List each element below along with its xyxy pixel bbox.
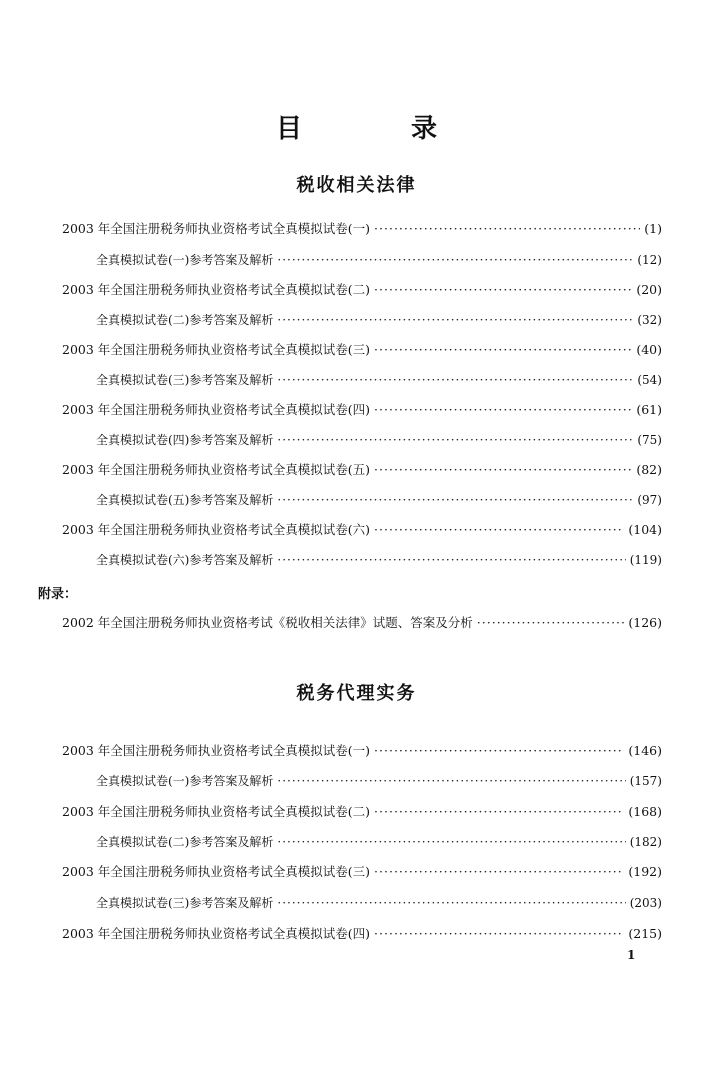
toc-entry-page: (82) bbox=[636, 462, 662, 477]
dot-leader bbox=[374, 522, 624, 538]
toc-entry-page: (32) bbox=[637, 313, 662, 327]
dot-leader bbox=[374, 282, 632, 298]
toc-entry[interactable] bbox=[62, 402, 662, 418]
toc-entry-label: 2003 年全国注册税务师执业资格考试全真模拟试卷(一) bbox=[62, 743, 371, 758]
toc-entry[interactable] bbox=[62, 864, 662, 880]
dot-leader bbox=[374, 743, 624, 759]
toc-entry-page: (182) bbox=[629, 835, 662, 849]
toc-entry-page: (168) bbox=[628, 804, 662, 819]
toc-entry-page: (203) bbox=[629, 896, 662, 910]
toc-entry-label: 全真模拟试卷(一)参考答案及解析 bbox=[96, 253, 274, 267]
toc-entry-label: 2003 年全国注册税务师执业资格考试全真模拟试卷(二) bbox=[62, 804, 371, 819]
toc-entry-label: 全真模拟试卷(三)参考答案及解析 bbox=[96, 373, 274, 387]
appendix-label: 附录： bbox=[38, 587, 78, 602]
dot-leader bbox=[374, 221, 640, 237]
toc-entry-page: (20) bbox=[636, 282, 662, 297]
toc-entry-page: (97) bbox=[637, 493, 662, 507]
toc-entry-label: 2003 年全国注册税务师执业资格考试全真模拟试卷(三) bbox=[62, 342, 371, 357]
toc-entry[interactable] bbox=[62, 743, 662, 759]
toc-entry-page: (146) bbox=[628, 743, 662, 758]
toc-entry[interactable] bbox=[62, 462, 662, 478]
toc-entry-page: (54) bbox=[637, 373, 662, 387]
dot-leader bbox=[374, 864, 624, 880]
dot-leader bbox=[277, 492, 633, 508]
toc-entry-label: 2002 年全国注册税务师执业资格考试《税收相关法律》试题、答案及分析 bbox=[62, 615, 473, 630]
toc-entry-label: 全真模拟试卷(一)参考答案及解析 bbox=[96, 774, 274, 788]
dot-leader bbox=[374, 462, 632, 478]
toc-entry[interactable] bbox=[62, 522, 662, 538]
toc-entry-page: (12) bbox=[637, 253, 662, 267]
toc-entry-label: 全真模拟试卷(五)参考答案及解析 bbox=[96, 493, 274, 507]
section-title-tax-agency-practice: 税务代理实务 bbox=[296, 683, 417, 704]
toc-entry[interactable] bbox=[96, 895, 662, 911]
toc-entry[interactable] bbox=[96, 773, 662, 789]
toc-entry[interactable] bbox=[96, 834, 662, 850]
dot-leader bbox=[277, 432, 633, 448]
toc-entry[interactable] bbox=[62, 804, 662, 820]
toc-entry[interactable] bbox=[96, 372, 662, 388]
dot-leader bbox=[374, 926, 624, 942]
toc-entry-page: (119) bbox=[629, 553, 662, 567]
dot-leader bbox=[277, 372, 633, 388]
dot-leader bbox=[477, 615, 625, 631]
dot-leader bbox=[277, 834, 625, 850]
page-title: 目 录 bbox=[275, 114, 488, 144]
toc-entry-label: 2003 年全国注册税务师执业资格考试全真模拟试卷(四) bbox=[62, 402, 371, 417]
toc-entry-label: 2003 年全国注册税务师执业资格考试全真模拟试卷(六) bbox=[62, 522, 371, 537]
dot-leader bbox=[277, 552, 625, 568]
toc-entry-page: (157) bbox=[629, 774, 662, 788]
toc-entry[interactable] bbox=[96, 492, 662, 508]
toc-entry-label: 全真模拟试卷(二)参考答案及解析 bbox=[96, 313, 274, 327]
toc-entry-page: (192) bbox=[628, 864, 662, 879]
toc-entry-label: 2003 年全国注册税务师执业资格考试全真模拟试卷(二) bbox=[62, 282, 371, 297]
page-number: 1 bbox=[627, 948, 636, 962]
toc-entry-page: (104) bbox=[628, 522, 662, 537]
toc-entry-page: (1) bbox=[644, 221, 662, 236]
toc-entry-label: 全真模拟试卷(二)参考答案及解析 bbox=[96, 835, 274, 849]
toc-entry-label: 2003 年全国注册税务师执业资格考试全真模拟试卷(五) bbox=[62, 462, 371, 477]
toc-entry-label: 全真模拟试卷(四)参考答案及解析 bbox=[96, 433, 274, 447]
dot-leader bbox=[277, 773, 625, 789]
toc-entry[interactable] bbox=[96, 312, 662, 328]
dot-leader bbox=[374, 342, 632, 358]
toc-entry-page: (61) bbox=[636, 402, 662, 417]
toc-entry[interactable] bbox=[96, 252, 662, 268]
toc-entry-label: 2003 年全国注册税务师执业资格考试全真模拟试卷(一) bbox=[62, 221, 371, 236]
toc-entry[interactable] bbox=[62, 282, 662, 298]
section-title-tax-law: 税收相关法律 bbox=[296, 175, 417, 196]
toc-entry-label: 2003 年全国注册税务师执业资格考试全真模拟试卷(四) bbox=[62, 926, 371, 941]
toc-entry-label: 2003 年全国注册税务师执业资格考试全真模拟试卷(三) bbox=[62, 864, 371, 879]
toc-entry-page: (40) bbox=[636, 342, 662, 357]
toc-entry-label: 全真模拟试卷(三)参考答案及解析 bbox=[96, 896, 274, 910]
toc-entry[interactable] bbox=[96, 552, 662, 568]
dot-leader bbox=[374, 804, 624, 820]
toc-entry-page: (215) bbox=[628, 926, 662, 941]
dot-leader bbox=[277, 252, 633, 268]
dot-leader bbox=[277, 312, 633, 328]
toc-entry-page: (126) bbox=[628, 615, 662, 630]
toc-entry[interactable] bbox=[62, 926, 662, 942]
toc-entry-page: (75) bbox=[637, 433, 662, 447]
toc-entry-appendix[interactable] bbox=[62, 615, 662, 631]
dot-leader bbox=[277, 895, 625, 911]
toc-entry-label: 全真模拟试卷(六)参考答案及解析 bbox=[96, 553, 274, 567]
toc-entry[interactable] bbox=[62, 342, 662, 358]
dot-leader bbox=[374, 402, 632, 418]
toc-entry[interactable] bbox=[96, 432, 662, 448]
toc-entry[interactable] bbox=[62, 221, 662, 237]
